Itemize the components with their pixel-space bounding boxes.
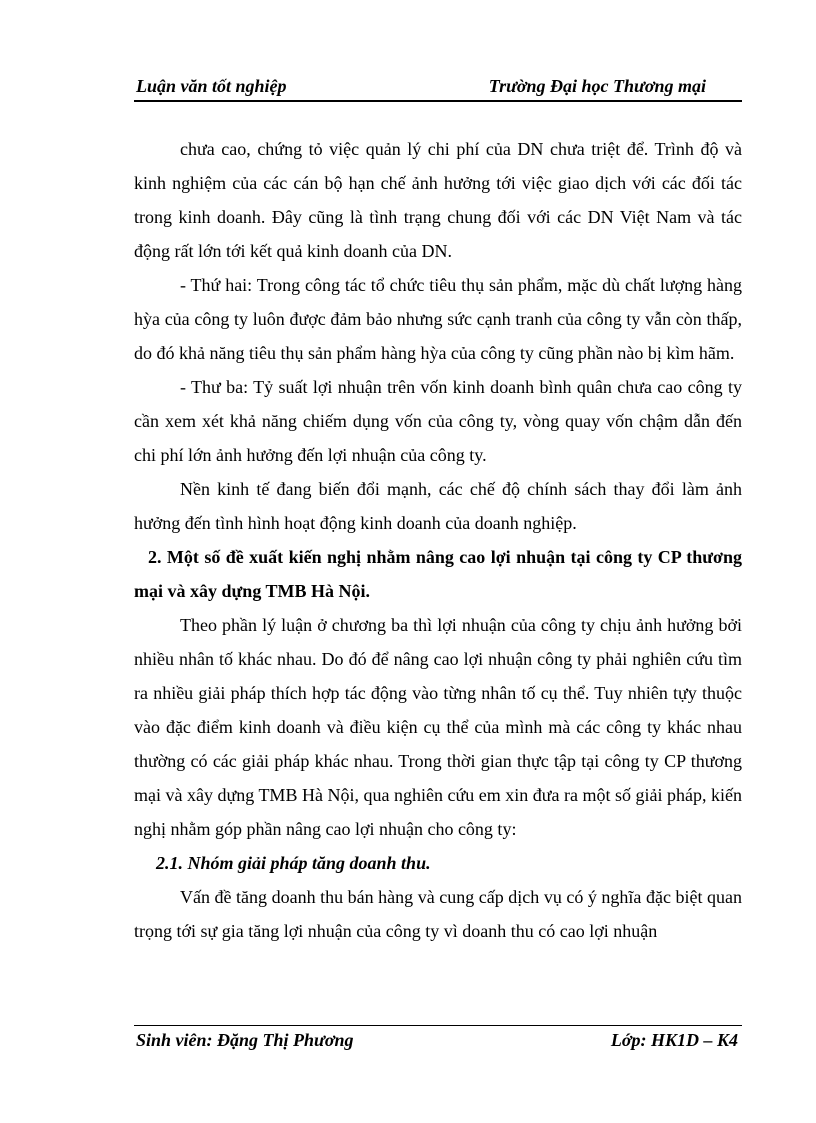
page-body	[134, 132, 742, 948]
paragraph-5: Theo phần lý luận ở chương ba thì lợi nhuận của công ty chịu ảnh hưởng bởi nhiều nhân tố khác nhau. Do đó để nâng cao lợi nhuận công ty phải nghiên cứu tìm ra nhiều giải pháp thích hợp tác động vào từng nhân tố cụ thể. Tuy nhiên tựy thuộc vào đặc điểm kinh doanh và điều kiện cụ thể của mình mà các công ty khác nhau thường có các giải pháp khác nhau. Trong thời gian thực tập tại công ty CP thương mại và xây dựng TMB Hà Nội, qua nghiên cứu em xin đưa ra một số giải pháp, kiến nghị nhằm góp phần nâng cao lợi nhuận cho công ty:	[134, 615, 742, 839]
section-heading-2: 2. Một số đề xuất kiến nghị nhằm nâng cao lợi nhuận tại công ty CP thương mại và xây dựng TMB Hà Nội.	[134, 547, 742, 601]
paragraph-4: Nền kinh tế đang biến đổi mạnh, các chế độ chính sách thay đổi làm ảnh hưởng đến tình hình hoạt động kinh doanh của doanh nghiệp.	[134, 479, 742, 533]
header-thesis-label: Luận văn tốt nghiệp	[136, 76, 287, 96]
header-university-label: Trường Đại học Thương mại	[488, 76, 706, 96]
footer-student-label: Sinh viên: Đặng Thị Phương	[136, 1030, 354, 1050]
paragraph-6: Vấn đề tăng doanh thu bán hàng và cung cấp dịch vụ có ý nghĩa đặc biệt quan trọng tới sự gia tăng lợi nhuận của công ty vì doanh thu có cao lợi nhuận	[134, 887, 742, 941]
subsection-heading-2-1: 2.1. Nhóm giải pháp tăng doanh thu.	[156, 853, 431, 873]
footer-class-label: Lớp: HK1D – K4	[610, 1030, 738, 1050]
paragraph-3: - Thư ba: Tỷ suất lợi nhuận trên vốn kinh doanh bình quân chưa cao công ty cần xem xét khả năng chiếm dụng vốn của công ty, vòng quay vốn chậm dẫn đến chi phí lớn ảnh hưởng đến lợi nhuận của công ty.	[134, 377, 742, 465]
page-header	[134, 76, 742, 102]
paragraph-2: - Thứ hai: Trong công tác tổ chức tiêu thụ sản phẩm, mặc dù chất lượng hàng hỳa của công ty luôn được đảm bảo nhưng sức cạnh tranh của công ty vẫn còn thấp, do đó khả năng tiêu thụ sản phẩm hàng hỳa của công ty cũng phần nào bị kìm hãm.	[134, 275, 742, 363]
paragraph-1: chưa cao, chứng tỏ việc quản lý chi phí của DN chưa triệt để. Trình độ và kinh nghiệm của các cán bộ hạn chế ảnh hưởng tới việc giao dịch với các đối tác trong kinh doanh. Đây cũng là tình trạng chung đối với các DN Việt Nam và tác động rất lớn tới kết quả kinh doanh của DN.	[134, 139, 742, 261]
page-footer	[134, 1025, 742, 1052]
